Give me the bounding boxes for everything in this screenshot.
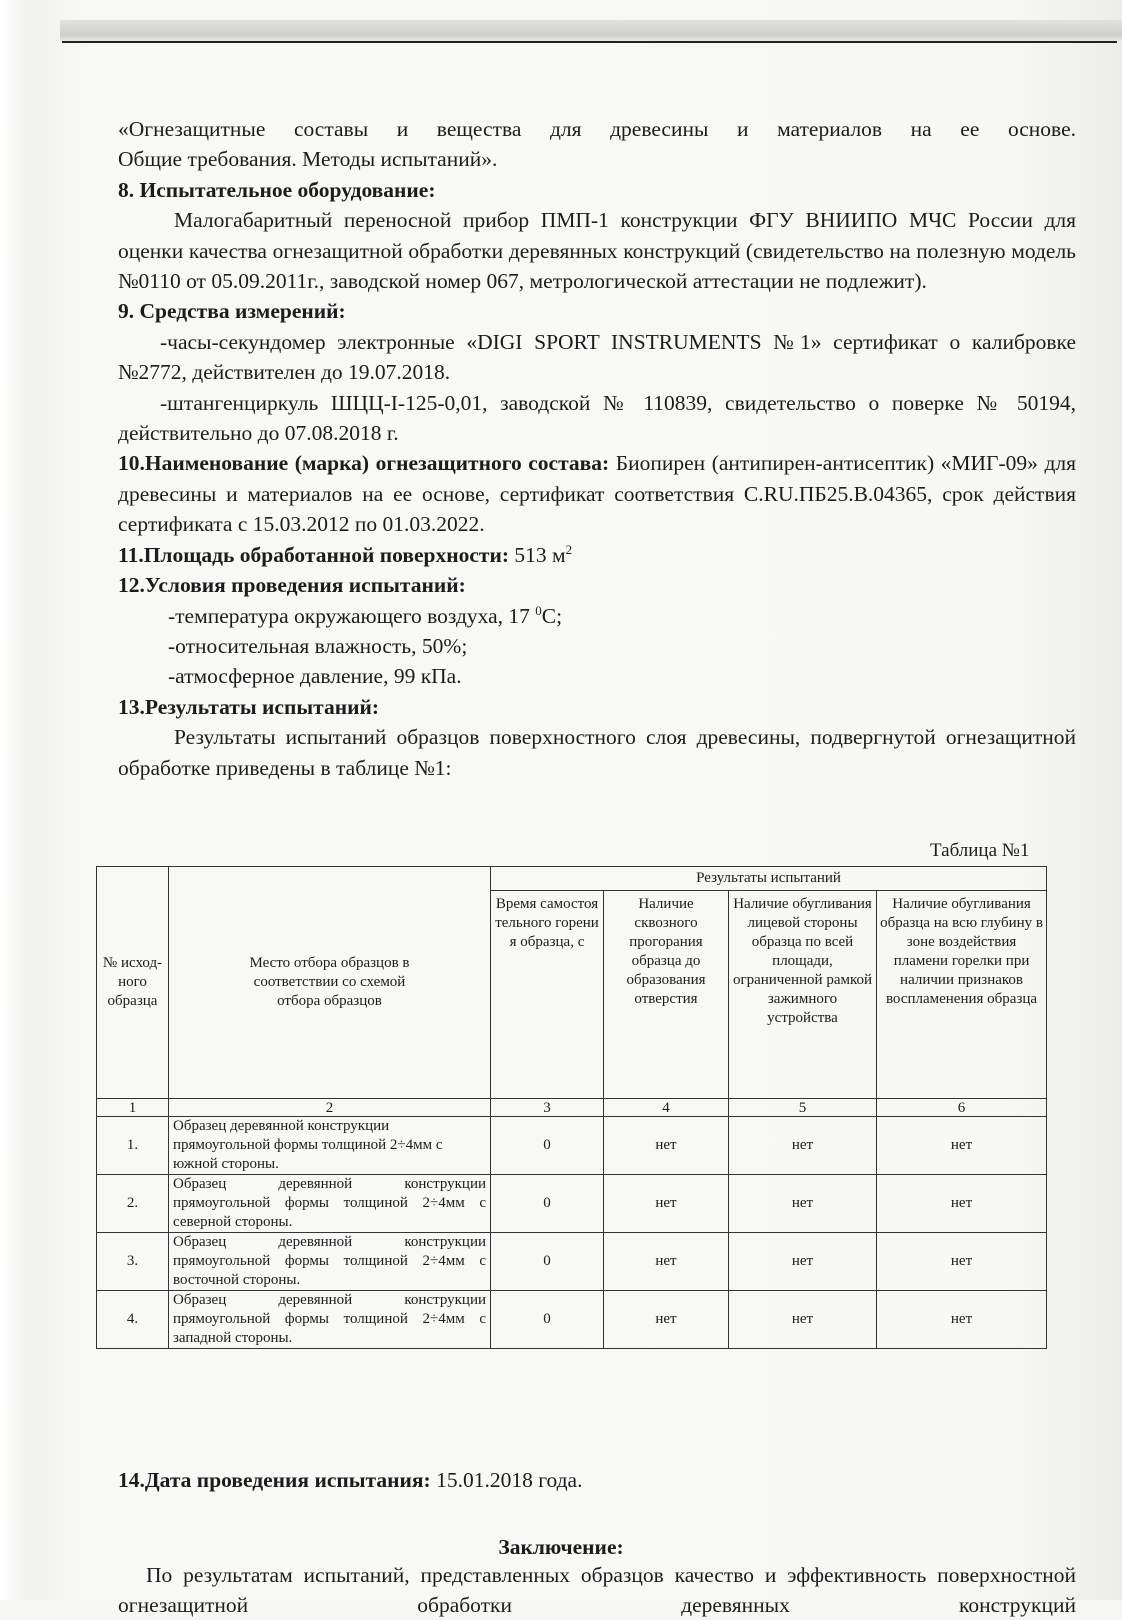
col-number: 6	[877, 1099, 1047, 1117]
area-unit-superscript: 2	[565, 541, 573, 557]
header-results-group: Результаты испытаний	[491, 867, 1047, 891]
section-9-heading: 9. Средства измерений:	[118, 299, 346, 324]
sampling-place: Образец деревянной конструкции прямоугольной формы толщиной 2÷4мм с восточной стороны.	[169, 1233, 491, 1291]
section-14-heading: 14.Дата проведения испытания:	[118, 1468, 431, 1492]
section-10	[118, 448, 1076, 539]
conclusion-title: Заключение:	[498, 1535, 624, 1559]
temperature-text: -температура окружающего воздуха, 17	[168, 603, 536, 628]
scan-top-band	[60, 20, 1122, 42]
depth-charring: нет	[877, 1291, 1047, 1349]
test-date-value: 15.01.2018 года.	[436, 1468, 583, 1492]
burn-time: 0	[491, 1117, 604, 1175]
col-number: 4	[604, 1099, 729, 1117]
section-8-heading: 8. Испытательное оборудование:	[118, 177, 436, 202]
header-depth-charring: Наличие обугливания образца на всю глубину в зоне воздействия пламени горелки при наличии признаков воспламенения образца	[877, 891, 1047, 1099]
sampling-place: Образец деревянной конструкции прямоугольной формы толщиной 2÷4мм с западной стороны.	[169, 1291, 491, 1349]
col-number: 1	[97, 1099, 169, 1117]
conclusion-text: По результатам испытаний, представленных образцов качество и эффективность поверхностной огнезащитной обработки деревянных конструкций	[118, 1563, 1076, 1617]
col-number: 3	[491, 1099, 604, 1117]
section-11-heading: 11.Площадь обработанной поверхности:	[118, 542, 509, 567]
sample-number: 2.	[97, 1175, 169, 1233]
sample-number: 3.	[97, 1233, 169, 1291]
sampling-place: Образец деревянной конструкции прямоугольной формы толщиной 2÷4мм с южной стороны.	[169, 1117, 491, 1175]
burn-time: 0	[491, 1233, 604, 1291]
condition-temperature	[118, 601, 1076, 631]
header-sampling-place: Место отбора образцов в соответствии со схемой отбора образцов	[169, 867, 491, 1099]
depth-charring: нет	[877, 1175, 1047, 1233]
header-sample-number: № исход-ного образца	[97, 867, 169, 1099]
condition-pressure: -атмосферное давление, 99 кПа.	[168, 664, 462, 689]
burn-through: нет	[604, 1175, 729, 1233]
face-charring: нет	[729, 1117, 877, 1175]
table-row	[97, 1291, 1047, 1349]
table-row	[97, 1175, 1047, 1233]
column-number-row	[97, 1099, 1047, 1117]
table-row	[97, 1117, 1047, 1175]
sample-number: 4.	[97, 1291, 169, 1349]
condition-humidity: -относительная влажность, 50%;	[168, 633, 468, 658]
burn-time: 0	[491, 1291, 604, 1349]
burn-through: нет	[604, 1291, 729, 1349]
document-body	[118, 114, 1076, 783]
table-row	[97, 1233, 1047, 1291]
measurement-item-caliper: -штангенциркуль ШЦЦ-I-125-0,01, заводской № 110839, свидетельство о поверке № 50194, действительно до 07.08.2018 г.	[118, 390, 1076, 446]
intro-line-1: «Огнезащитные составы и вещества для древесины и материалов на ее основе.	[118, 117, 1076, 141]
measurement-item-stopwatch: -часы-секундомер электронные «DIGI SPORT INSTRUMENTS №1» сертификат о калибровке №2772, действителен до 19.07.2018.	[118, 329, 1076, 385]
section-12-heading: 12.Условия проведения испытаний:	[118, 573, 466, 598]
face-charring: нет	[729, 1233, 877, 1291]
degree-superscript: 0	[535, 602, 542, 618]
header-burn-through: Наличие сквозного прогорания образца до образования отверстия	[604, 891, 729, 1099]
sample-number: 1.	[97, 1117, 169, 1175]
section-13-heading: 13.Результаты испытаний:	[118, 694, 380, 719]
temperature-unit: С;	[541, 603, 563, 628]
section-13-text: Результаты испытаний образцов поверхностного слоя древесины, подвергнутой огнезащитной обработке приведены в таблице №1:	[118, 725, 1076, 780]
burn-through: нет	[604, 1117, 729, 1175]
header-rule	[62, 41, 1117, 43]
table-caption: Таблица №1	[930, 840, 1030, 861]
depth-charring: нет	[877, 1233, 1047, 1291]
sampling-place: Образец деревянной конструкции прямоугольной формы толщиной 2÷4мм с северной стороны.	[169, 1175, 491, 1233]
section-14	[118, 1468, 582, 1493]
header-burn-time: Время самостоятельного горения образца, с	[491, 891, 604, 1099]
face-charring: нет	[729, 1291, 877, 1349]
burn-time: 0	[491, 1175, 604, 1233]
burn-through: нет	[604, 1233, 729, 1291]
col-number: 2	[169, 1099, 491, 1117]
section-8-text: Малогабаритный переносной прибор ПМП-1 конструкции ФГУ ВНИИПО МЧС России для оценки качества огнезащитной обработки деревянных конструкций (свидетельство на полезную модель №0110 от 05.09.2011г., заводской номер 067, метрологической аттестации не подлежит).	[118, 208, 1076, 294]
intro-line-2: Общие требования. Методы испытаний».	[118, 147, 498, 172]
section-10-text: Биопирен (антипирен-антисептик) «МИГ-09» для древесины и материалов на ее основе, сертификат соответствия С.RU.ПБ25.В.04365, срок действия сертификата с 15.03.2012 по 01.03.2022.	[118, 451, 1077, 537]
header-face-charring: Наличие обугливания лицевой стороны образца по всей площади, ограниченной рамкой зажимного устройства	[729, 891, 877, 1099]
treated-area-value: 513 м	[514, 542, 566, 567]
scan-edge	[0, 0, 24, 1600]
face-charring: нет	[729, 1175, 877, 1233]
depth-charring: нет	[877, 1117, 1047, 1175]
section-10-heading: 10.Наименование (марка) огнезащитного состава:	[118, 451, 610, 476]
results-table	[96, 866, 1047, 1349]
col-number: 5	[729, 1099, 877, 1117]
section-11	[118, 540, 1076, 570]
